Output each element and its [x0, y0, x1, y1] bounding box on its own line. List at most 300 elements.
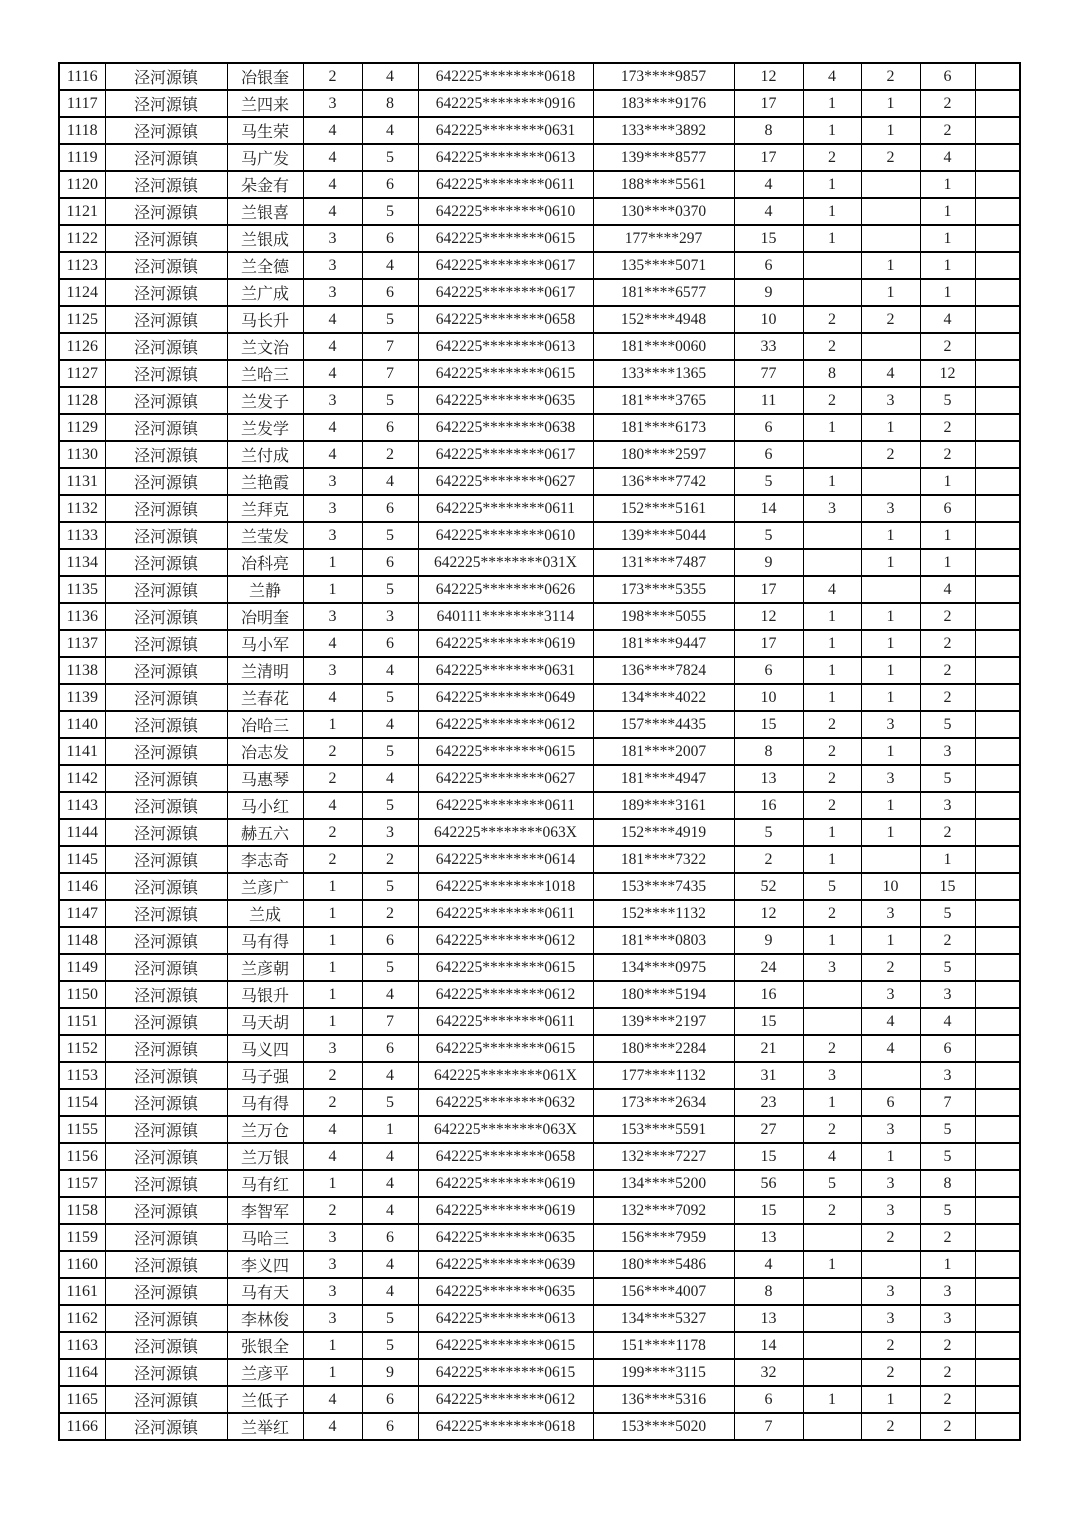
cell-name: 兰银喜: [227, 198, 303, 225]
cell-stat_4: 6: [920, 1035, 975, 1062]
cell-town: 泾河源镇: [105, 225, 227, 252]
cell-phone: 198****5055: [593, 603, 734, 630]
cell-id_number: 642225********0619: [418, 630, 593, 657]
cell-serial: 1122: [59, 225, 105, 252]
cell-stat_2: 2: [803, 765, 861, 792]
cell-town: 泾河源镇: [105, 819, 227, 846]
cell-name: 兰银成: [227, 225, 303, 252]
cell-stat_2: [803, 1332, 861, 1359]
cell-id_number: 642225********0611: [418, 1008, 593, 1035]
cell-town: 泾河源镇: [105, 954, 227, 981]
cell-phone: 181****9447: [593, 630, 734, 657]
cell-stat_4: 12: [920, 360, 975, 387]
cell-town: 泾河源镇: [105, 495, 227, 522]
cell-id_number: 642225********0635: [418, 1224, 593, 1251]
cell-id_number: 642225********0611: [418, 495, 593, 522]
cell-blank: [975, 387, 1020, 414]
cell-serial: 1149: [59, 954, 105, 981]
cell-name: 马子强: [227, 1062, 303, 1089]
cell-name: 兰春花: [227, 684, 303, 711]
cell-serial: 1161: [59, 1278, 105, 1305]
cell-stat_3: 1: [861, 549, 920, 576]
records-table-body: [59, 63, 1020, 1440]
cell-stat_4: 5: [920, 1143, 975, 1170]
cell-num_b: 6: [362, 279, 418, 306]
cell-stat_3: 10: [861, 873, 920, 900]
cell-stat_1: 8: [734, 1278, 803, 1305]
cell-blank: [975, 522, 1020, 549]
cell-name: 兰发子: [227, 387, 303, 414]
cell-stat_3: 1: [861, 252, 920, 279]
cell-num_a: 1: [303, 1170, 362, 1197]
cell-num_a: 1: [303, 711, 362, 738]
cell-stat_4: 4: [920, 144, 975, 171]
cell-phone: 134****0975: [593, 954, 734, 981]
cell-name: 马小军: [227, 630, 303, 657]
cell-num_a: 2: [303, 1197, 362, 1224]
cell-stat_1: 11: [734, 387, 803, 414]
cell-serial: 1130: [59, 441, 105, 468]
cell-serial: 1150: [59, 981, 105, 1008]
cell-num_a: 2: [303, 63, 362, 90]
table-row: [59, 90, 1020, 117]
cell-phone: 180****5194: [593, 981, 734, 1008]
cell-blank: [975, 684, 1020, 711]
cell-serial: 1159: [59, 1224, 105, 1251]
table-row: [59, 360, 1020, 387]
cell-name: 兰彦平: [227, 1359, 303, 1386]
cell-blank: [975, 1170, 1020, 1197]
cell-name: 马惠琴: [227, 765, 303, 792]
cell-id_number: 642225********1018: [418, 873, 593, 900]
cell-town: 泾河源镇: [105, 1008, 227, 1035]
cell-id_number: 642225********0611: [418, 900, 593, 927]
cell-num_a: 4: [303, 117, 362, 144]
cell-stat_3: 2: [861, 63, 920, 90]
cell-stat_1: 17: [734, 90, 803, 117]
cell-serial: 1146: [59, 873, 105, 900]
cell-blank: [975, 927, 1020, 954]
cell-stat_2: 1: [803, 225, 861, 252]
cell-name: 赫五六: [227, 819, 303, 846]
cell-town: 泾河源镇: [105, 927, 227, 954]
cell-stat_2: 1: [803, 1251, 861, 1278]
cell-serial: 1148: [59, 927, 105, 954]
table-row: [59, 306, 1020, 333]
cell-stat_2: 1: [803, 1386, 861, 1413]
cell-stat_4: 6: [920, 495, 975, 522]
cell-num_b: 5: [362, 792, 418, 819]
table-row: [59, 981, 1020, 1008]
cell-stat_3: 3: [861, 1278, 920, 1305]
cell-serial: 1151: [59, 1008, 105, 1035]
cell-town: 泾河源镇: [105, 549, 227, 576]
cell-id_number: 642225********0619: [418, 1170, 593, 1197]
cell-stat_1: 6: [734, 252, 803, 279]
cell-stat_4: 5: [920, 765, 975, 792]
table-row: [59, 927, 1020, 954]
cell-name: 冶银奎: [227, 63, 303, 90]
cell-name: 兰艳霞: [227, 468, 303, 495]
cell-town: 泾河源镇: [105, 387, 227, 414]
cell-id_number: 642225********0649: [418, 684, 593, 711]
cell-num_b: 4: [362, 711, 418, 738]
cell-blank: [975, 738, 1020, 765]
cell-phone: 135****5071: [593, 252, 734, 279]
cell-serial: 1144: [59, 819, 105, 846]
table-row: [59, 900, 1020, 927]
cell-stat_4: 5: [920, 1116, 975, 1143]
cell-stat_1: 8: [734, 117, 803, 144]
cell-stat_4: 2: [920, 1386, 975, 1413]
cell-stat_3: 1: [861, 90, 920, 117]
cell-stat_1: 13: [734, 1224, 803, 1251]
cell-num_a: 2: [303, 1062, 362, 1089]
cell-phone: 181****2007: [593, 738, 734, 765]
cell-blank: [975, 1143, 1020, 1170]
cell-name: 马生荣: [227, 117, 303, 144]
cell-blank: [975, 495, 1020, 522]
cell-id_number: 642225********0638: [418, 414, 593, 441]
cell-blank: [975, 63, 1020, 90]
cell-blank: [975, 279, 1020, 306]
cell-serial: 1158: [59, 1197, 105, 1224]
cell-stat_2: 1: [803, 657, 861, 684]
cell-serial: 1133: [59, 522, 105, 549]
cell-serial: 1139: [59, 684, 105, 711]
cell-stat_4: 2: [920, 927, 975, 954]
cell-stat_3: 3: [861, 900, 920, 927]
cell-num_b: 4: [362, 1143, 418, 1170]
cell-num_b: 7: [362, 360, 418, 387]
cell-phone: 133****3892: [593, 117, 734, 144]
cell-serial: 1118: [59, 117, 105, 144]
cell-num_a: 1: [303, 1359, 362, 1386]
cell-stat_1: 12: [734, 900, 803, 927]
cell-stat_4: 1: [920, 171, 975, 198]
cell-stat_3: [861, 225, 920, 252]
cell-stat_4: 3: [920, 1305, 975, 1332]
cell-num_a: 1: [303, 1332, 362, 1359]
cell-town: 泾河源镇: [105, 900, 227, 927]
cell-phone: 189****3161: [593, 792, 734, 819]
cell-serial: 1160: [59, 1251, 105, 1278]
cell-stat_3: 1: [861, 279, 920, 306]
cell-name: 冶科亮: [227, 549, 303, 576]
cell-phone: 136****7824: [593, 657, 734, 684]
cell-stat_1: 4: [734, 1251, 803, 1278]
cell-town: 泾河源镇: [105, 1062, 227, 1089]
table-row: [59, 711, 1020, 738]
cell-stat_4: 1: [920, 846, 975, 873]
cell-stat_4: 1: [920, 1251, 975, 1278]
cell-serial: 1123: [59, 252, 105, 279]
cell-stat_2: 1: [803, 1089, 861, 1116]
cell-stat_2: 4: [803, 1143, 861, 1170]
table-row: [59, 144, 1020, 171]
cell-phone: 139****5044: [593, 522, 734, 549]
cell-stat_1: 2: [734, 846, 803, 873]
cell-id_number: 642225********0612: [418, 711, 593, 738]
cell-blank: [975, 252, 1020, 279]
cell-num_a: 3: [303, 1224, 362, 1251]
cell-num_b: 4: [362, 765, 418, 792]
cell-blank: [975, 954, 1020, 981]
cell-num_b: 2: [362, 900, 418, 927]
cell-name: 兰全德: [227, 252, 303, 279]
cell-num_a: 1: [303, 900, 362, 927]
cell-stat_2: 1: [803, 198, 861, 225]
cell-id_number: 642225********061X: [418, 1062, 593, 1089]
cell-stat_4: 3: [920, 1278, 975, 1305]
cell-stat_4: 1: [920, 549, 975, 576]
cell-blank: [975, 711, 1020, 738]
cell-stat_3: 6: [861, 1089, 920, 1116]
cell-num_a: 3: [303, 522, 362, 549]
cell-phone: 139****2197: [593, 1008, 734, 1035]
cell-stat_3: 2: [861, 144, 920, 171]
cell-phone: 181****0803: [593, 927, 734, 954]
cell-serial: 1162: [59, 1305, 105, 1332]
cell-town: 泾河源镇: [105, 1413, 227, 1440]
table-row: [59, 1170, 1020, 1197]
cell-serial: 1141: [59, 738, 105, 765]
cell-name: 李志奇: [227, 846, 303, 873]
cell-stat_4: 2: [920, 819, 975, 846]
cell-serial: 1126: [59, 333, 105, 360]
cell-town: 泾河源镇: [105, 144, 227, 171]
cell-num_a: 3: [303, 603, 362, 630]
cell-id_number: 642225********0618: [418, 1413, 593, 1440]
cell-stat_3: 3: [861, 1197, 920, 1224]
cell-num_b: 6: [362, 1386, 418, 1413]
cell-num_b: 7: [362, 333, 418, 360]
table-row: [59, 333, 1020, 360]
cell-id_number: 642225********0617: [418, 279, 593, 306]
cell-name: 兰低子: [227, 1386, 303, 1413]
cell-stat_3: 2: [861, 1359, 920, 1386]
cell-serial: 1128: [59, 387, 105, 414]
cell-serial: 1120: [59, 171, 105, 198]
table-row: [59, 414, 1020, 441]
cell-serial: 1156: [59, 1143, 105, 1170]
cell-blank: [975, 1224, 1020, 1251]
cell-id_number: 642225********0610: [418, 198, 593, 225]
cell-name: 兰四来: [227, 90, 303, 117]
cell-num_a: 3: [303, 468, 362, 495]
cell-num_a: 3: [303, 1305, 362, 1332]
cell-id_number: 642225********0626: [418, 576, 593, 603]
cell-phone: 152****1132: [593, 900, 734, 927]
cell-phone: 157****4435: [593, 711, 734, 738]
cell-town: 泾河源镇: [105, 1224, 227, 1251]
table-row: [59, 1116, 1020, 1143]
cell-stat_3: 1: [861, 414, 920, 441]
cell-town: 泾河源镇: [105, 792, 227, 819]
cell-stat_1: 14: [734, 495, 803, 522]
cell-phone: 181****6173: [593, 414, 734, 441]
cell-stat_4: 2: [920, 1413, 975, 1440]
cell-name: 兰成: [227, 900, 303, 927]
table-row: [59, 1413, 1020, 1440]
cell-stat_1: 31: [734, 1062, 803, 1089]
cell-num_b: 4: [362, 1197, 418, 1224]
cell-num_b: 6: [362, 414, 418, 441]
cell-num_b: 3: [362, 819, 418, 846]
cell-stat_3: 1: [861, 603, 920, 630]
cell-blank: [975, 333, 1020, 360]
cell-stat_4: 2: [920, 117, 975, 144]
cell-num_a: 2: [303, 1089, 362, 1116]
cell-stat_4: 2: [920, 657, 975, 684]
cell-num_a: 1: [303, 927, 362, 954]
cell-town: 泾河源镇: [105, 63, 227, 90]
cell-stat_2: 1: [803, 171, 861, 198]
cell-num_b: 4: [362, 468, 418, 495]
cell-phone: 181****0060: [593, 333, 734, 360]
cell-num_a: 1: [303, 954, 362, 981]
cell-stat_3: 3: [861, 1305, 920, 1332]
table-row: [59, 630, 1020, 657]
cell-id_number: 642225********0615: [418, 954, 593, 981]
cell-id_number: 640111********3114: [418, 603, 593, 630]
cell-phone: 180****5486: [593, 1251, 734, 1278]
cell-blank: [975, 549, 1020, 576]
cell-phone: 136****7742: [593, 468, 734, 495]
cell-town: 泾河源镇: [105, 1089, 227, 1116]
cell-id_number: 642225********0632: [418, 1089, 593, 1116]
cell-stat_4: 2: [920, 1359, 975, 1386]
cell-blank: [975, 1359, 1020, 1386]
table-row: [59, 549, 1020, 576]
cell-num_b: 5: [362, 387, 418, 414]
cell-phone: 177****1132: [593, 1062, 734, 1089]
cell-stat_4: 7: [920, 1089, 975, 1116]
cell-num_b: 5: [362, 306, 418, 333]
cell-stat_3: 1: [861, 792, 920, 819]
table-row: [59, 1305, 1020, 1332]
cell-stat_2: 1: [803, 468, 861, 495]
cell-num_a: 4: [303, 1143, 362, 1170]
cell-name: 兰清明: [227, 657, 303, 684]
table-row: [59, 846, 1020, 873]
cell-name: 兰彦广: [227, 873, 303, 900]
cell-serial: 1163: [59, 1332, 105, 1359]
cell-blank: [975, 900, 1020, 927]
cell-id_number: 642225********0658: [418, 306, 593, 333]
cell-stat_1: 23: [734, 1089, 803, 1116]
cell-id_number: 642225********0916: [418, 90, 593, 117]
cell-town: 泾河源镇: [105, 1305, 227, 1332]
cell-num_a: 4: [303, 1386, 362, 1413]
cell-stat_1: 13: [734, 765, 803, 792]
cell-serial: 1154: [59, 1089, 105, 1116]
cell-num_b: 4: [362, 117, 418, 144]
cell-phone: 134****4022: [593, 684, 734, 711]
cell-stat_4: 5: [920, 387, 975, 414]
cell-stat_4: 2: [920, 1332, 975, 1359]
cell-stat_3: 1: [861, 117, 920, 144]
cell-stat_1: 77: [734, 360, 803, 387]
cell-phone: 153****7435: [593, 873, 734, 900]
cell-id_number: 642225********0612: [418, 1386, 593, 1413]
cell-phone: 139****8577: [593, 144, 734, 171]
cell-town: 泾河源镇: [105, 738, 227, 765]
cell-stat_1: 13: [734, 1305, 803, 1332]
cell-stat_1: 52: [734, 873, 803, 900]
cell-blank: [975, 306, 1020, 333]
table-row: [59, 1143, 1020, 1170]
cell-num_b: 4: [362, 1062, 418, 1089]
cell-num_b: 8: [362, 90, 418, 117]
cell-phone: 134****5200: [593, 1170, 734, 1197]
cell-town: 泾河源镇: [105, 1143, 227, 1170]
table-row: [59, 63, 1020, 90]
cell-town: 泾河源镇: [105, 765, 227, 792]
cell-name: 兰付成: [227, 441, 303, 468]
cell-town: 泾河源镇: [105, 981, 227, 1008]
cell-id_number: 642225********0635: [418, 387, 593, 414]
cell-id_number: 642225********0613: [418, 144, 593, 171]
table-row: [59, 468, 1020, 495]
cell-blank: [975, 1089, 1020, 1116]
cell-phone: 130****0370: [593, 198, 734, 225]
table-row: [59, 1035, 1020, 1062]
cell-phone: 177****297: [593, 225, 734, 252]
cell-id_number: 642225********0617: [418, 441, 593, 468]
cell-stat_3: 2: [861, 1224, 920, 1251]
cell-num_a: 4: [303, 171, 362, 198]
cell-stat_2: 3: [803, 495, 861, 522]
cell-blank: [975, 1008, 1020, 1035]
cell-id_number: 642225********0631: [418, 117, 593, 144]
cell-name: 兰莹发: [227, 522, 303, 549]
cell-id_number: 642225********0618: [418, 63, 593, 90]
cell-stat_2: [803, 981, 861, 1008]
cell-serial: 1138: [59, 657, 105, 684]
cell-name: 马有得: [227, 927, 303, 954]
cell-phone: 181****6577: [593, 279, 734, 306]
cell-num_a: 3: [303, 495, 362, 522]
cell-id_number: 642225********0627: [418, 468, 593, 495]
cell-num_a: 3: [303, 1251, 362, 1278]
cell-name: 马义四: [227, 1035, 303, 1062]
cell-town: 泾河源镇: [105, 279, 227, 306]
cell-stat_2: [803, 549, 861, 576]
cell-blank: [975, 225, 1020, 252]
cell-town: 泾河源镇: [105, 1278, 227, 1305]
cell-num_b: 6: [362, 225, 418, 252]
cell-town: 泾河源镇: [105, 846, 227, 873]
cell-town: 泾河源镇: [105, 306, 227, 333]
table-row: [59, 684, 1020, 711]
cell-phone: 152****4948: [593, 306, 734, 333]
cell-num_b: 4: [362, 657, 418, 684]
cell-town: 泾河源镇: [105, 576, 227, 603]
cell-blank: [975, 1278, 1020, 1305]
cell-num_b: 5: [362, 1332, 418, 1359]
cell-serial: 1145: [59, 846, 105, 873]
cell-blank: [975, 1116, 1020, 1143]
cell-stat_4: 2: [920, 414, 975, 441]
cell-stat_2: 2: [803, 711, 861, 738]
cell-town: 泾河源镇: [105, 414, 227, 441]
cell-stat_4: 2: [920, 333, 975, 360]
cell-phone: 151****1178: [593, 1332, 734, 1359]
cell-serial: 1164: [59, 1359, 105, 1386]
cell-stat_2: 8: [803, 360, 861, 387]
cell-town: 泾河源镇: [105, 468, 227, 495]
